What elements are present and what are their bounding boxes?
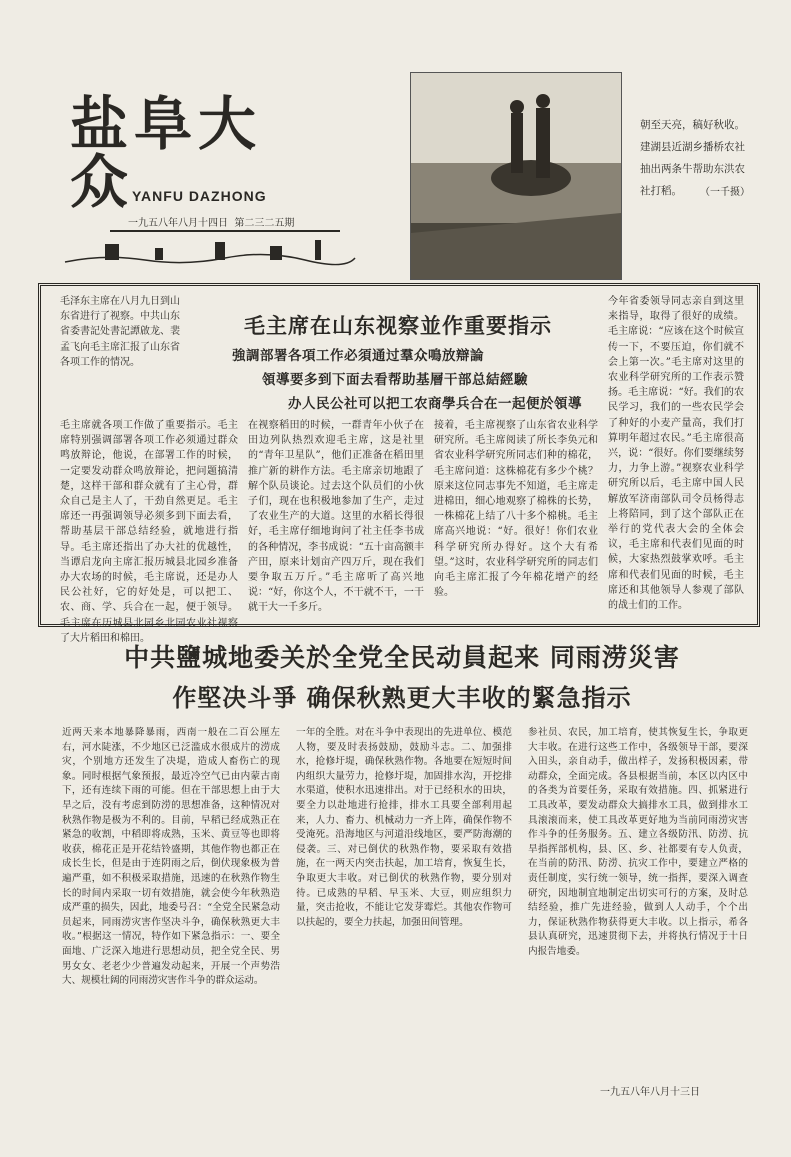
directive-headline-line-1: 中共鹽城地委关於全党全民动員起来 同雨涝災害 (124, 643, 680, 672)
lead-story-column-1: 毛主席就各项工作做了重要指示。毛主席特别强调部署各项工作必须通过群众鸣放辩论，他说，在部署工作的时候，一定要发动群众鸣放辩论，把问题搞清楚，这样干部和群众就有了主心骨，群众自己是主人了，干劲自然更足。毛主席还一再强调领导必须多到下面去看，帮助基层干部总结经验，就地进行指导。毛主席还指出了办大社的优越性，当谭启龙向主席汇报历城县北园乡准备办大农场的时候，毛主席说，还是办人民公社好，它的好处是，可以把工、农、商、学、兵合在一起，便于领导。毛主席在历城县北园乡北园农业社视察了大片稻田和棉田。 (60, 420, 238, 644)
lead-story-column-4: 今年省委领导同志亲自到这里来指导，取得了很好的成绩。毛主席说：“应该在这个时候宣传一下，不要压迫，你们就不会上第一次。”毛主席对这里的农业科学研究所的工作表示赞扬。毛主席说：“好。我们的农民学习，我们的一些农民学会了种好的小麦产量高，我们打算明年超过农民。”毛主席很高兴，说：“很好。你们要继续努力，力争上游。”视察农业科学研究所以后，毛主席中国人民解放军济南部队司令员杨得志上将陪同，到了这个部队正在举行的党代表大会的全体会议，毛主席和代表们见面的时候，大家热烈鼓掌欢呼。毛主席和代表们见面的时候，毛主席还和其他领导人参观了部队的战士们的工作。 (608, 296, 744, 612)
directive-column-1: 近两天来本地暴降暴雨，西南一般在二百公厘左右，河水陡涨，不少地区已泛滥成水很成片的涝成灾，个别地方还发生了决堤，造成人畜伤亡的现象。同时根据气象预报，最近冷空气已由内蒙古南下，还有连续下雨的可能。但在干部思想上由于大旱之后，没有考虑到防涝的思想准备，这种情况对秋熟作物是极为不利的。目前，早稻已经成熟正在紧急的收割，中稻即将成熟，玉米、黄豆等也即将收获，棉花正是开花结铃盛期，其他作物也都正在成长生长，但是由于连阴雨之后，倒伏现象极为普遍严重，如不积极采取措施，迅速的在秋熟作物生长的时间内采取一切有效措施，就会使今年秋熟造成严重的损失，因此，地委号召：“全党全民紧急动员起来，同雨涝灾害作坚决斗争，确保秋熟更大丰收。”根据这一情况，特作如下紧急指示：一、要全面地、广泛深入地进行思想动员，把全党全民、男男女女、老老少少普遍发动起来，开展一个声势浩大、规模壮阔的同雨涝灾害作斗争的群众运动。 (62, 727, 280, 987)
lead-story-subhead-1: 強調部署各項工作必須通过羣众鳴放辯論 (232, 348, 484, 364)
photo-caption: 朝至天亮，稿好秋收。建湖县近湖乡播桥农社抽出两条牛帮助东洪农社打稻。 (640, 119, 745, 197)
photo-credit: （一千摄） (700, 187, 750, 198)
masthead-farm-scene-illustration (65, 236, 355, 266)
masthead-date: 一九五八年八月十四日 (128, 218, 228, 229)
masthead-title: 盐阜大众 (70, 90, 263, 216)
masthead-date-line (128, 214, 294, 229)
lead-story-subhead-2: 領導要多到下面去看帮助基層干部总結經驗 (262, 372, 528, 388)
lead-story-headline: 毛主席在山东视察並作重要指示 (244, 314, 552, 338)
lead-story-subhead-3: 办人民公社可以把工农商學兵合在一起便於領導 (288, 396, 582, 412)
masthead-issue: 第二三二五期 (234, 218, 295, 229)
directive-column-3: 参社员、农民，加工培育，使其恢复生长，争取更大丰收。在进行这些工作中，各级领导干部，要深入田头，亲自动手，做出样子，发扬积极因素，带动群众，全面完成。各县根据当前，本区以内区中的各类为首要任务，采取有效措施。四、抓紧进行工具改革，要发动群众大搞排水工具，做到排水工具滚滚而来，使工具改革更好地为当前同雨涝灾害作斗争的任务服务。五、建立各级防汛、防涝、抗旱指挥部机构，县、区、乡、社都要有专人负责，在当前的防汛、防涝、抗灾工作中，要建立严格的责任制度，实行统一领导，统一指挥，要深入调查研究，因地制宜地制定出切实可行的方案，及时总结经验，推广先进经验，做到人人动手，个个出力，保证秋熟作物获得更大丰收。以上指示，希各县认真研究，迅速贯彻下去，并将执行情况于十日内报告地委。 (528, 727, 748, 957)
lead-story-column-3: 接着，毛主席视察了山东省农业科学研究所。毛主席阅读了所长李奂元和省农业科学研究所同志们种的棉花，毛主席问道：这株棉花有多少个桃？原来这位同志事先不知道，毛主席走进棉田，细心地观察了棉株的长势，一株棉花上结了八十多个棉桃。毛主席高兴地说：“好。很好！你们农业科学研究所办得好。这个大有希望。”这时，农业科学研究所的同志们向毛主席汇报了今年棉花增产的经验。 (434, 420, 598, 599)
directive-headline-line-2: 作堅决斗爭 确保秋熟更大丰收的緊急指示 (172, 684, 632, 712)
directive-date: 一九五八年八月十三日 (600, 1087, 700, 1098)
directive-column-2: 一年的全胜。对在斗争中表现出的先进单位、模范人物，要及时表扬鼓励，鼓励斗志。二、加强排水，抢修圩堤，确保秋熟作物。各地要在短短时间内组织大量劳力，抢修圩堤，加固排水沟，开挖排水渠道，使积水迅速排出。对于已经积水的田块，要全力以赴地进行抢排，排水工具要全部利用起来，人力、畜力、机械动力一齐上阵，确保作物不受淹死。沿海地区与河道沿线地区，要严防海潮的侵袭。三、对已倒伏的秋熟作物，要采取有效措施，在一两天内突击扶起，加工培育，恢复生长，争取更大丰收。对已倒伏的秋熟作物，要分别对待。已成熟的早稻、早玉米、大豆，则应组织力量，突击抢收，不能让它发芽霉烂。其他农作物可以扶起的，要全力扶起，加强田间管理。 (296, 727, 512, 928)
lead-story-column-2: 在视察稻田的时候，一群青年小伙子在田边列队热烈欢迎毛主席，这是社里的“青年卫星队”，他们正准备在稻田里推广新的耕作方法。毛主席亲切地跟了解个队员谈论。过去这个队员们的小伙子们，现在也积极地参加了生产，走过了农业生产的大道。这里的水稻长得很好，毛主席仔细地询问了社主任李书成的各种情况，李书成说：“五十亩高额丰产田，原来计划亩产四万斤，现在我们要争取五万斤。”毛主席听了高兴地说：“好，你这个人，不干就不干，一干就干大一千多斤。 (248, 420, 424, 614)
masthead-rule (110, 230, 340, 232)
masthead-pinyin: YANFU DAZHONG (132, 188, 267, 204)
harvest-photo (410, 72, 622, 280)
lead-story-intro: 毛泽东主席在八月九日到山东省进行了视察。中共山东省委書記处書記譚啟龙、裴孟飞向毛主席汇报了山东省各项工作的情况。 (60, 296, 180, 368)
